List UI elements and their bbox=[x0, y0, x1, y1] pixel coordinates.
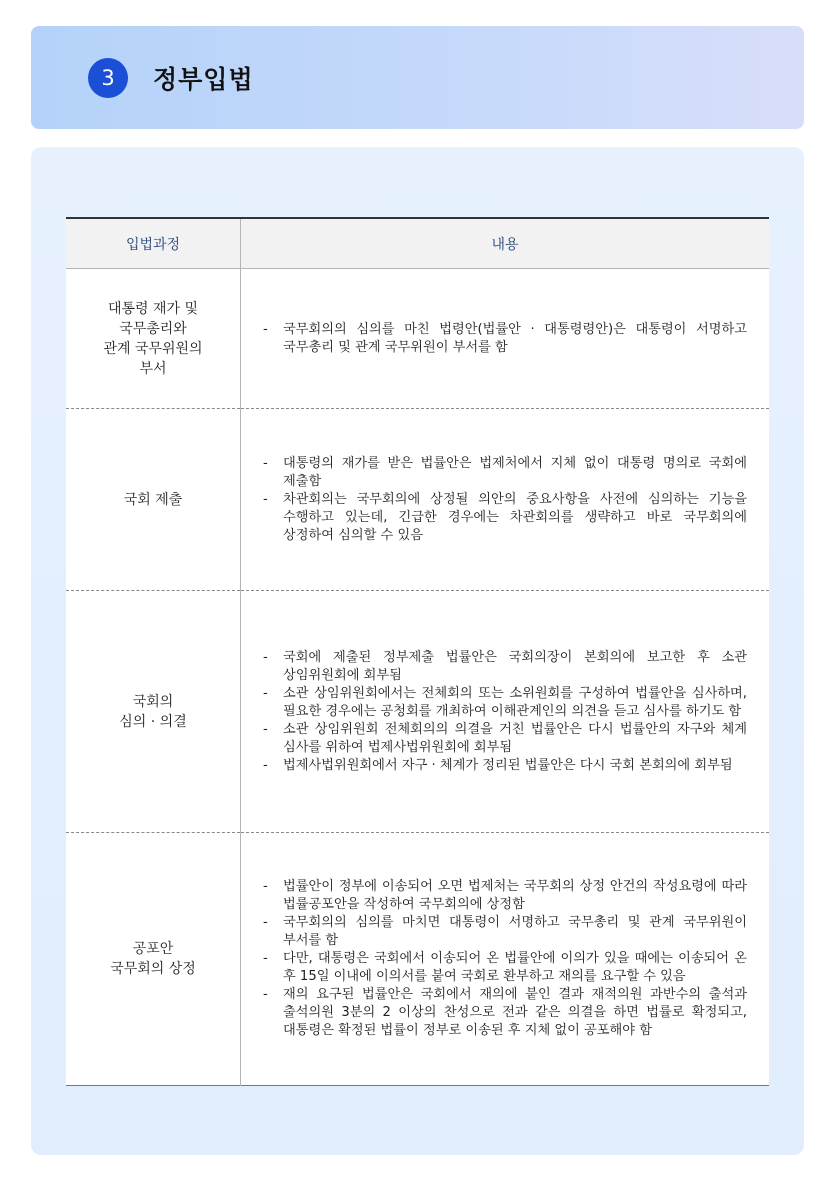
stage-label: 공포안 국무회의 상정 bbox=[110, 941, 196, 977]
stage-cell bbox=[66, 833, 241, 1086]
column-header-content: 내용 bbox=[241, 218, 770, 269]
list-item: - 차관회의는 국무회의에 상정될 의안의 중요사항을 사전에 심의하는 기능을 수행하고 있는데, 긴급한 경우에는 차관회의를 생략하고 바로 국무회의에 상정하여 심의할 수 있음 bbox=[263, 491, 747, 545]
list-item: - 소관 상임위원회에서는 전체회의 또는 소위원회를 구성하여 법률안을 심사하며, 필요한 경우에는 공청회를 개최하여 이해관계인의 의견을 듣고 심사를 하기도 함 bbox=[263, 685, 747, 721]
content-list bbox=[263, 455, 747, 545]
content-list bbox=[263, 649, 747, 775]
stage-label: 국회 제출 bbox=[123, 491, 183, 508]
list-item: - 대통령의 재가를 받은 법률안은 법제처에서 지체 없이 대통령 명의로 국회에 제출함 bbox=[263, 455, 747, 491]
section-title: 정부입법 bbox=[153, 65, 254, 94]
list-item: - 국회에 제출된 정부제출 법률안은 국회의장이 본회의에 보고한 후 소관 상임위원회에 회부됨 bbox=[263, 649, 747, 685]
content-list bbox=[263, 878, 747, 1040]
content-cell bbox=[241, 409, 770, 591]
stage-cell bbox=[66, 591, 241, 833]
stage-label: 국회의 심의 · 의결 bbox=[119, 693, 187, 730]
table-row bbox=[66, 409, 769, 591]
list-item: - 법제사법위원회에서 자구 · 체계가 정리된 법률안은 다시 국회 본회의에 회부됨 bbox=[263, 757, 747, 775]
list-item: - 다만, 대통령은 국회에서 이송되어 온 법률안에 이의가 있을 때에는 이송되어 온 후 15일 이내에 이의서를 붙여 국회로 환부하고 재의를 요구할 수 있음 bbox=[263, 950, 747, 986]
section-number-badge: 3 bbox=[88, 58, 128, 98]
list-item: - 소관 상임위원회 전체회의의 의결을 거친 법률안은 다시 법률안의 자구와 체계 심사를 위하여 법제사법위원회에 회부됨 bbox=[263, 721, 747, 757]
table-row bbox=[66, 269, 769, 409]
list-item: - 재의 요구된 법률안은 국회에서 재의에 붙인 결과 재적의원 과반수의 출석과 출석의원 3분의 2 이상의 찬성으로 전과 같은 의결을 하면 법률로 확정되고, 대통령은 확정된 법률이 정부로 이송된 후 지체 없이 공포해야 함 bbox=[263, 986, 747, 1040]
table-header-row bbox=[66, 218, 769, 269]
content-cell bbox=[241, 591, 770, 833]
stage-label: 대통령 재가 및 국무총리와 관계 국무위원의 부서 bbox=[103, 300, 203, 377]
stage-cell bbox=[66, 269, 241, 409]
table-row bbox=[66, 591, 769, 833]
list-item: - 국무회의의 심의를 마친 법령안(법률안 · 대통령령안)은 대통령이 서명하고 국무총리 및 관계 국무위원이 부서를 함 bbox=[263, 321, 747, 357]
content-cell bbox=[241, 269, 770, 409]
column-header-stage: 입법과정 bbox=[66, 218, 241, 269]
list-item: - 국무회의의 심의를 마치면 대통령이 서명하고 국무총리 및 관계 국무위원이 부서를 함 bbox=[263, 914, 747, 950]
legislation-process-table bbox=[66, 217, 769, 1086]
content-list bbox=[263, 321, 747, 357]
table-row bbox=[66, 833, 769, 1086]
section-header bbox=[31, 26, 804, 129]
stage-cell bbox=[66, 409, 241, 591]
list-item: - 법률안이 정부에 이송되어 오면 법제처는 국무회의 상정 안건의 작성요령에 따라 법률공포안을 작성하여 국무회의에 상정함 bbox=[263, 878, 747, 914]
content-cell bbox=[241, 833, 770, 1086]
